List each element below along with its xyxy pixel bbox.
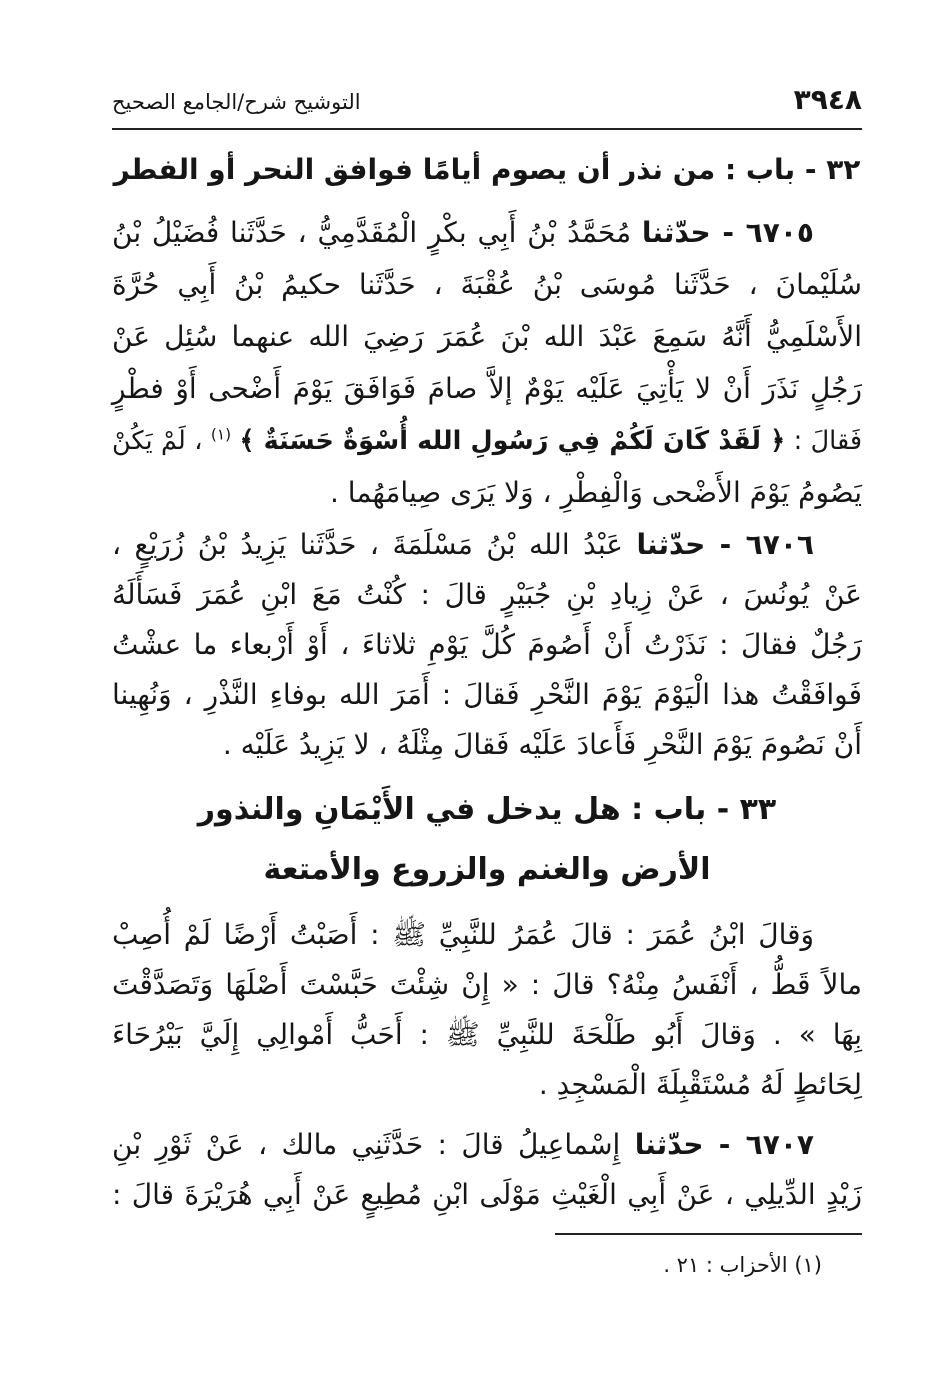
footnote-ref: (١) (210, 425, 232, 444)
text-line: بِهَا » . وَقالَ أَبُو طَلْحَةَ للنَّبِيِّ ﷺ : أَحَبُّ أَمْوالِي إِلَيَّ بَيْرُحَاءَ (112, 1018, 862, 1051)
line-text: فَقالَ : (793, 426, 863, 456)
line-text: إِسْماعِيلُ قالَ : حَدَّثَنِي مالك ، عَنْ ثَوْرِ بْنِ (112, 1128, 621, 1161)
text-line: لِحَائطٍ لَهُ مُسْتَقْبِلَةَ الْمَسْجِدِ . (538, 1068, 862, 1101)
hadith-number-lead: ٦٧٠٦ - حدّثنا (636, 528, 814, 561)
line-text: مُحَمَّدُ بْنُ أَبِي بكْرٍ الْمُقَدَّمِيُّ ، حَدَّثَنا فُضَيْلُ بْنُ (112, 216, 632, 249)
hadith-6705 (112, 207, 862, 519)
text-line: رَجُلٍ نَذَرَ أَنْ لا يَأْتِيَ عَلَيْه يَوْمٌ إلاَّ صامَ فَوَافَقَ يَوْمَ أَضْحى أَوْ فطْرٍ (112, 372, 862, 405)
hadith-6706 (112, 520, 862, 770)
chapter-heading: ٣٢ - باب : من نذر أن يصوم أيامًا فوافق النحر أو الفطر (113, 153, 861, 186)
footnote-rule (555, 1233, 862, 1235)
text-line: زَيْدٍ الدِّيلِي ، عَنْ أَبِي الْغَيْثِ مَوْلَى ابْنِ مُطِيعٍ عَنْ أَبِي هُرَيْرَةَ قالَ : (112, 1178, 862, 1211)
chapter-heading-continued: الأرض والغنم والزروع والأمتعة (263, 852, 711, 887)
header-rule (112, 128, 862, 130)
ibn-umar-report (112, 910, 862, 1110)
text-line: أَنْ نَصُومَ يَوْمَ النَّحْرِ فَأَعادَ عَلَيْه فَقالَ مِثْلَهُ ، لا يَزِيدُ عَلَيْه . (222, 728, 862, 761)
book-title: التوشيح شرح/الجامع الصحيح (112, 90, 361, 114)
footnote: (١) الأحزاب : ٢١ . (663, 1253, 822, 1277)
text-line (112, 415, 862, 467)
chapter-33 (112, 780, 862, 900)
text-line: رَجُلٌ فقالَ : نَذَرْتُ أَنْ أَصُومَ كُلَّ يَوْمِ ثلاثاءَ ، أَوْ أَرْبعاء ما عشْتُ (112, 628, 862, 661)
text-line (112, 1120, 862, 1170)
text-line: الأَسْلَمِيُّ أَنَّهُ سَمِعَ عَبْدَ الله بْنَ عُمَرَ رَضِيَ الله عنهما سُئِل عَنْ (112, 320, 862, 353)
chapter-heading: ٣٣ - باب : هل يدخل في الأَيْمَانِ والنذور (197, 792, 777, 827)
line-text: عَبْدُ الله بْنُ مَسْلَمَةَ ، حَدَّثَنا يَزِيدُ بْنُ زُرَيْعٍ ، (112, 528, 623, 561)
hadith-number-lead: ٦٧٠٥ - حدّثنا (641, 216, 814, 249)
text-line: وَقالَ ابْنُ عُمَرَ : قالَ عُمَرُ للنَّبِيِّ ﷺ : أَصَبْتُ أَرْضًا لَمْ أُصِبْ (112, 918, 814, 951)
quran-quote: ﴿ لَقَدْ كَانَ لَكُمْ فِي رَسُولِ الله أُسْوَةٌ حَسَنَةٌ ﴾ (239, 426, 786, 456)
page-number: ٣٩٤٨ (793, 83, 862, 116)
hadith-6707 (112, 1120, 862, 1220)
text-line: سُلَيْمانَ ، حَدَّثَنا مُوسَى بْنُ عُقْبَةَ ، حَدَّثَنا حكيمُ بْنُ أَبِي حُرَّةَ (112, 268, 862, 301)
hadith-number-lead: ٦٧٠٧ - حدّثنا (634, 1128, 814, 1161)
line-text: ، لَمْ يَكُنْ (112, 426, 203, 456)
text-line: عَنْ يُونُسَ ، عَنْ زِيادِ بْنِ جُبَيْرٍ قالَ : كُنْتُ مَعَ ابْنِ عُمَرَ فَسَأَلَهُ (112, 578, 862, 611)
text-line: يَصُومُ يَوْمَ الأَضْحى وَالْفِطْرِ ، وَلا يَرَى صِيامَهُما . (330, 476, 862, 509)
text-line (112, 207, 862, 259)
text-line: مالاً قَطُّ ، أَنْفَسُ مِنْهُ؟ قالَ : « إِنْ شِئْتَ حَبَّسْتَ أَصْلَهَا وَتَصَدَّقْتَ (112, 968, 862, 1001)
chapter-32 (112, 145, 862, 195)
text-line: فَوافَقْتُ هذا الْيَوْمَ يَوْمَ النَّحْرِ فَقالَ : أَمَرَ الله بوفاءِ النَّذْرِ ، وَنُهِينا (112, 678, 862, 711)
text-line (112, 520, 862, 570)
